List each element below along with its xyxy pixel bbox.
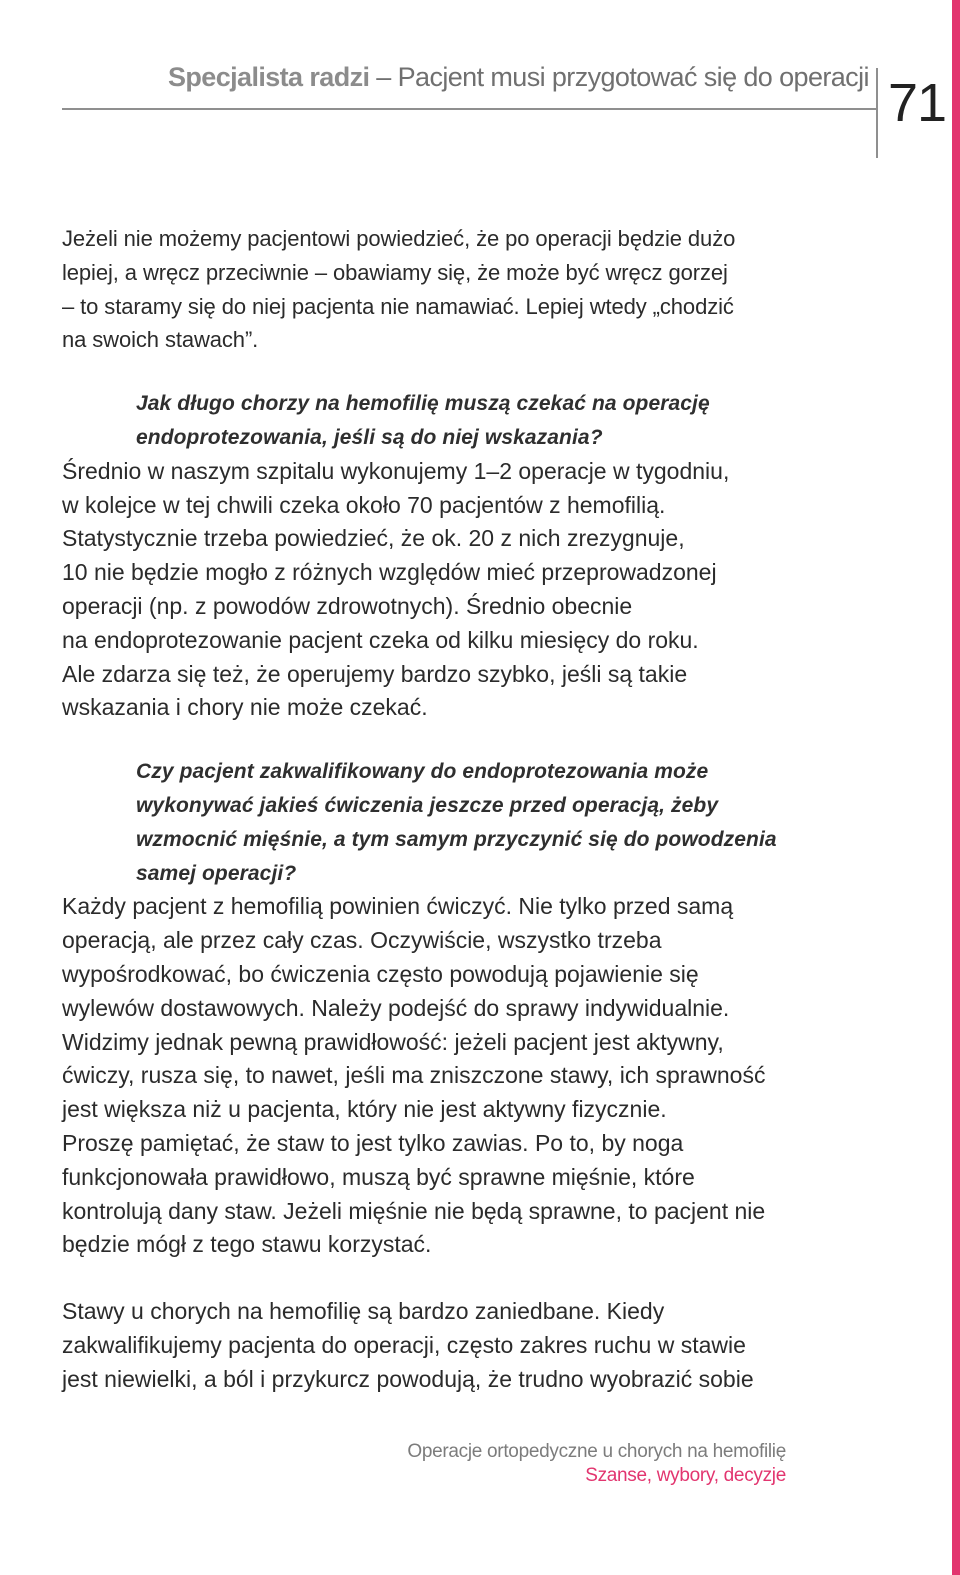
question-line: endoprotezowania, jeśli są do niej wskazania? — [136, 425, 603, 449]
question-line: samej operacji? — [136, 861, 297, 885]
text-line: Średnio w naszym szpitalu wykonujemy 1–2 operacje w tygodniu, — [62, 457, 730, 484]
text-line: operacji (np. z powodów zdrowotnych). Średnio obecnie — [62, 592, 633, 619]
text-line: lepiej, a wręcz przeciwnie – obawiamy się, że może być wręcz gorzej — [62, 259, 728, 285]
header-title: Specjalista radzi — [168, 62, 370, 92]
question-2 — [136, 755, 802, 890]
question-line: Czy pacjent zakwalifikowany do endoprotezowania może — [136, 760, 709, 784]
text-line: wypośrodkować, bo ćwiczenia często powodują pojawienie się — [62, 960, 699, 987]
text-line: Statystycznie trzeba powiedzieć, że ok. 20 z nich zrezygnuje, — [62, 525, 685, 552]
text-line: wskazania i chory nie może czekać. — [62, 694, 428, 721]
text-line: operacją, ale przez cały czas. Oczywiście, wszystko trzeba — [62, 927, 662, 954]
text-line: kontrolują dany staw. Jeżeli mięśnie nie będą sprawne, to pacjent nie — [62, 1197, 766, 1224]
text-line: Każdy pacjent z hemofilią powinien ćwiczyć. Nie tylko przed samą — [62, 893, 734, 920]
text-line: Widzimy jednak pewną prawidłowość: jeżeli pacjent jest aktywny, — [62, 1028, 724, 1055]
intro-paragraph — [62, 222, 802, 357]
question-line: wykonywać jakieś ćwiczenia jeszcze przed operacją, żeby — [136, 793, 719, 817]
text-line: zakwalifikujemy pacjenta do operacji, często zakres ruchu w stawie — [62, 1331, 746, 1358]
text-line: – to staramy się do niej pacjenta nie namawiać. Lepiej wtedy „chodzić — [62, 293, 734, 319]
text-line: będzie mógł z tego stawu korzystać. — [62, 1231, 432, 1258]
text-line: w kolejce w tej chwili czeka około 70 pacjentów z hemofilią. — [62, 491, 666, 518]
question-1 — [136, 387, 802, 455]
header-vertical-rule — [876, 68, 878, 158]
footer-subtitle: Szanse, wybory, decyzje — [585, 1465, 786, 1486]
text-line: wylewów dostawowych. Należy podejść do sprawy indywidualnie. — [62, 994, 730, 1021]
text-line: jest niewielki, a ból i przykurcz powodują, że trudno wyobrazić sobie — [62, 1365, 754, 1392]
accent-side-bar — [952, 0, 960, 1575]
header-subtitle: – Pacjent musi przygotować się do operacji — [369, 62, 869, 92]
question-line: Jak długo chorzy na hemofilię muszą czekać na operację — [136, 392, 710, 416]
text-line: na endoprotezowanie pacjent czeka od kilku miesięcy do roku. — [62, 626, 699, 653]
text-line: funkcjonowała prawidłowo, muszą być sprawne mięśnie, które — [62, 1163, 695, 1190]
running-footer — [360, 1440, 786, 1488]
answer-1 — [62, 455, 802, 725]
text-line: Jeżeli nie możemy pacjentowi powiedzieć, że po operacji będzie dużo — [62, 226, 736, 251]
text-line: jest większa niż u pacjenta, który nie jest aktywny fizycznie. — [62, 1096, 667, 1123]
header-rule — [62, 108, 876, 110]
text-line: Proszę pamiętać, że staw to jest tylko zawias. Po to, by noga — [62, 1129, 684, 1156]
text-line: Stawy u chorych na hemofilię są bardzo zaniedbane. Kiedy — [62, 1298, 665, 1325]
text-line: Ale zdarza się też, że operujemy bardzo szybko, jeśli są takie — [62, 660, 688, 687]
closing-paragraph — [62, 1295, 802, 1396]
footer-title: Operacje ortopedyczne u chorych na hemofilię — [407, 1441, 786, 1462]
running-header — [168, 62, 869, 93]
page-number: 71 — [888, 73, 947, 133]
question-line: wzmocnić mięśnie, a tym samym przyczynić się do powodzenia — [136, 827, 777, 851]
page-content — [62, 222, 802, 1397]
text-line: 10 nie będzie mogło z różnych względów mieć przeprowadzonej — [62, 559, 717, 586]
answer-2 — [62, 890, 802, 1262]
text-line: na swoich stawach”. — [62, 327, 259, 353]
text-line: ćwiczy, rusza się, to nawet, jeśli ma zniszczone stawy, ich sprawność — [62, 1062, 766, 1089]
